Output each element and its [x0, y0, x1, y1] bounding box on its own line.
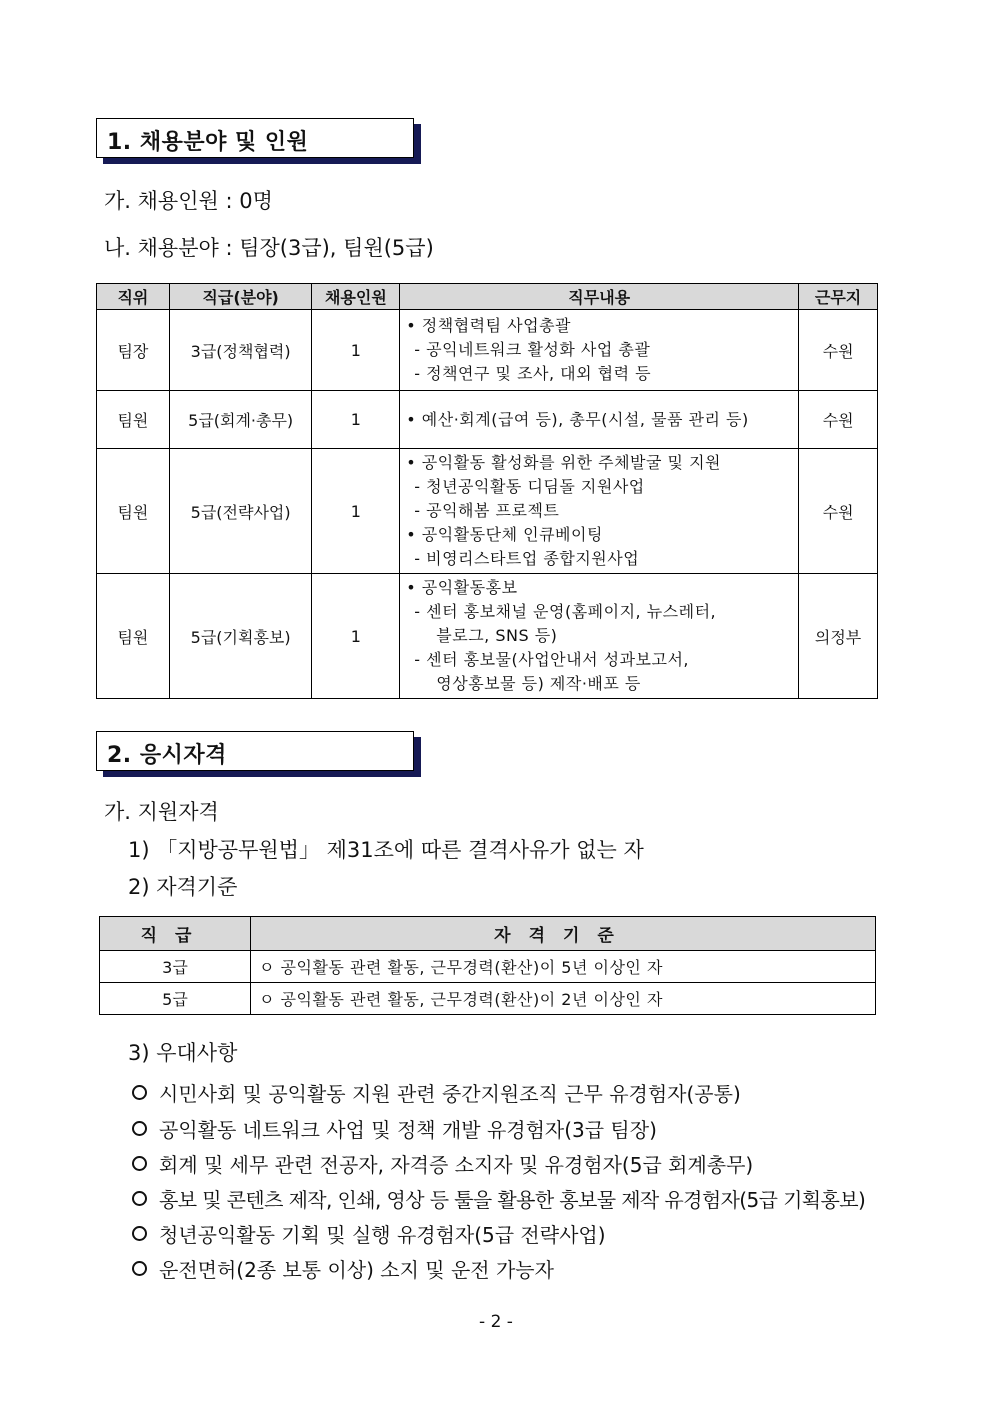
preference-text: 홍보 및 콘텐츠 제작, 인쇄, 영상 등 툴을 활용한 홍보물 제작 유경험자(5급 기획홍보): [159, 1188, 866, 1212]
table-row: [100, 983, 876, 1015]
job-grade: 3급(정책협력): [169, 310, 312, 391]
section1-line-na: 나. 채용분야 : 팀장(3급), 팀원(5급): [104, 236, 434, 260]
duty-bullet: • 공익활동단체 인큐베이팅: [406, 525, 603, 544]
section1-title: 1. 채용분야 및 인원: [107, 130, 309, 155]
quals-header-criteria: 자격기준: [251, 917, 876, 951]
qual-criteria: ㅇ 공익활동 관련 활동, 근무경력(환산)이 5년 이상인 자: [251, 951, 876, 983]
qual-grade: 3급: [100, 951, 251, 983]
circle-bullet-icon: [132, 1226, 147, 1241]
qual-criteria: ㅇ 공익활동 관련 활동, 근무경력(환산)이 2년 이상인 자: [251, 983, 876, 1015]
jobs-header-location: 근무지: [799, 284, 878, 310]
section2-title: 2. 응시자격: [107, 743, 227, 768]
section2-line-ga: 가. 지원자격: [104, 800, 219, 824]
table-row: [97, 449, 878, 574]
job-location: 수원: [799, 391, 878, 449]
table-row: [97, 310, 878, 391]
quals-header-row: [100, 917, 876, 951]
list-item: [132, 1114, 657, 1143]
preference-text: 공익활동 네트워크 사업 및 정책 개발 유경험자(3급 팀장): [159, 1118, 657, 1142]
section1-heading: [96, 118, 414, 158]
duty-sub: - 센터 홍보물(사업안내서 성과보고서,: [414, 650, 689, 669]
preferences-title: 3) 우대사항: [128, 1041, 238, 1065]
duty-sub: - 센터 홍보채널 운영(홈페이지, 뉴스레터,: [414, 602, 717, 621]
section2-item2: 2) 자격기준: [128, 875, 238, 899]
duty-bullet: • 정책협력팀 사업총괄: [406, 316, 571, 335]
circle-bullet-icon: [132, 1191, 147, 1206]
job-location: 수원: [799, 310, 878, 391]
job-grade: 5급(전략사업): [169, 449, 312, 574]
duty-continuation: 블로그, SNS 등): [436, 626, 558, 645]
quals-header-grade: 직급: [100, 917, 251, 951]
jobs-header-duties: 직무내용: [400, 284, 799, 310]
table-row: [97, 574, 878, 699]
circle-bullet-icon: [132, 1261, 147, 1276]
job-count: 1: [312, 391, 400, 449]
list-item: [132, 1149, 753, 1178]
jobs-table: [96, 283, 878, 699]
page-number: - 2 -: [479, 1312, 513, 1332]
jobs-header-count: 채용인원: [312, 284, 400, 310]
qual-grade: 5급: [100, 983, 251, 1015]
duty-sub: - 공익네트워크 활성화 사업 총괄: [414, 340, 651, 359]
job-count: 1: [312, 310, 400, 391]
list-item: [132, 1184, 865, 1213]
jobs-table-header-row: [97, 284, 878, 310]
job-position: 팀원: [97, 391, 170, 449]
duty-bullet: • 공익활동홍보: [406, 578, 518, 597]
table-row: [97, 391, 878, 449]
preference-text: 회계 및 세무 관련 전공자, 자격증 소지자 및 유경험자(5급 회계총무): [159, 1153, 754, 1177]
section2-item1: 1) 「지방공무원법」 제31조에 따른 결격사유가 없는 자: [128, 838, 644, 862]
job-position: 팀원: [97, 574, 170, 699]
duty-bullet: • 예산·회계(급여 등), 총무(시설, 물품 관리 등): [406, 409, 749, 429]
job-duties: [400, 391, 799, 449]
job-duties: [400, 449, 799, 574]
job-position: 팀장: [97, 310, 170, 391]
job-count: 1: [312, 574, 400, 699]
duty-sub: - 청년공익활동 디딤돌 지원사업: [414, 477, 645, 496]
duty-sub: - 공익해봄 프로젝트: [414, 501, 560, 520]
job-count: 1: [312, 449, 400, 574]
jobs-header-grade: 직급(분야): [169, 284, 312, 310]
preference-text: 청년공익활동 기획 및 실행 유경험자(5급 전략사업): [159, 1223, 606, 1247]
preference-text: 운전면허(2종 보통 이상) 소지 및 운전 가능자: [159, 1258, 554, 1282]
job-duties: [400, 574, 799, 699]
duty-sub: - 비영리스타트업 종합지원사업: [414, 549, 640, 568]
job-grade: 5급(회계·총무): [169, 391, 312, 449]
list-item: [132, 1219, 606, 1248]
job-grade: 5급(기획홍보): [169, 574, 312, 699]
circle-bullet-icon: [132, 1156, 147, 1171]
job-duties: [400, 310, 799, 391]
preference-text: 시민사회 및 공익활동 지원 관련 중간지원조직 근무 유경험자(공통): [159, 1082, 741, 1106]
list-item: [132, 1078, 741, 1107]
job-location: 의정부: [799, 574, 878, 699]
list-item: [132, 1254, 554, 1283]
duty-continuation: 영상홍보물 등) 제작·배포 등: [436, 674, 641, 693]
section2-heading: [96, 731, 414, 771]
circle-bullet-icon: [132, 1085, 147, 1100]
job-location: 수원: [799, 449, 878, 574]
section1-line-ga: 가. 채용인원 : 0명: [104, 189, 273, 213]
table-row: [100, 951, 876, 983]
circle-bullet-icon: [132, 1121, 147, 1136]
duty-bullet: • 공익활동 활성화를 위한 주체발굴 및 지원: [406, 453, 721, 472]
duty-sub: - 정책연구 및 조사, 대외 협력 등: [414, 364, 652, 383]
qualifications-table: [99, 916, 876, 1015]
job-position: 팀원: [97, 449, 170, 574]
jobs-header-position: 직위: [97, 284, 170, 310]
